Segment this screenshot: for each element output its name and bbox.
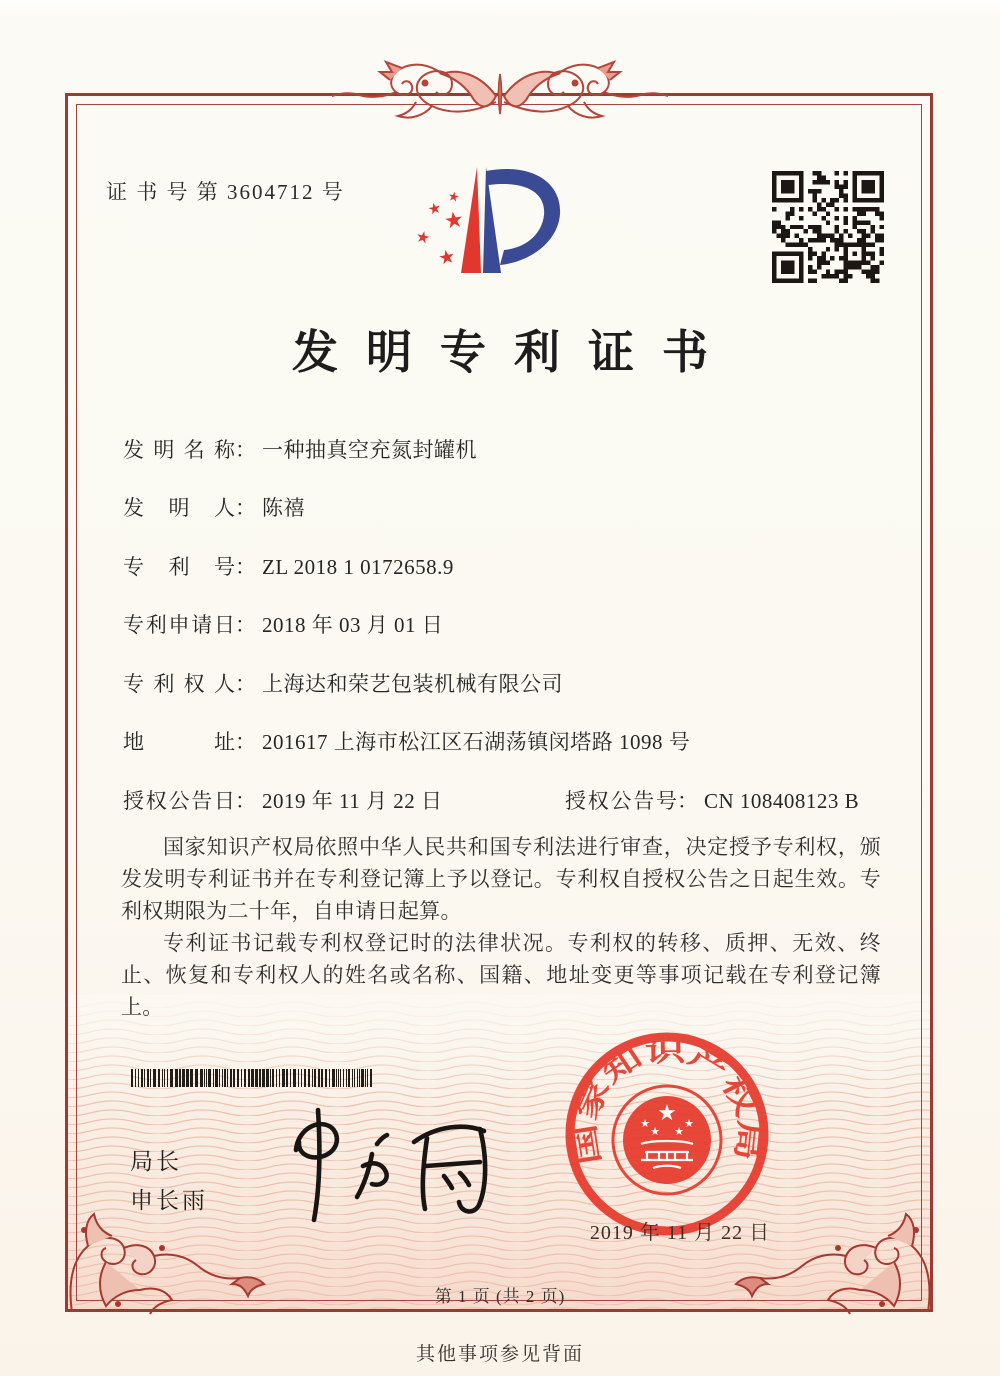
field-value: ZL 2018 1 0172658.9 xyxy=(262,555,454,579)
field-value: 陈禧 xyxy=(262,496,305,520)
field-label: 发明人 xyxy=(123,496,235,520)
svg-text:★: ★ xyxy=(442,206,466,234)
legal-paragraph: 专利证书记载专利权登记时的法律状况。专利权的转移、质押、无效、终止、恢复和专利权人的姓名或名称、国籍、地址变更等事项记载在专利登记簿上。 xyxy=(121,931,881,1019)
colon: ： xyxy=(235,730,256,754)
back-note: 其他事项参见背面 xyxy=(415,1344,584,1365)
colon: ： xyxy=(235,789,256,813)
field-value: CN 108408123 B xyxy=(704,789,860,813)
colon: ： xyxy=(235,496,256,520)
barcode xyxy=(131,1069,375,1087)
svg-text:★: ★ xyxy=(426,200,444,219)
field-value: 2019 年 11 月 22 日 xyxy=(262,789,443,813)
field-label: 专利权人 xyxy=(123,672,235,696)
field-label: 授权公告日 xyxy=(123,789,235,813)
svg-text:★: ★ xyxy=(650,1126,660,1138)
colon: ： xyxy=(235,555,256,579)
logo-red-wedge xyxy=(461,167,481,273)
field-label: 地址 xyxy=(123,730,235,754)
director-title: 局长 xyxy=(130,1148,182,1174)
field-value: 一种抽真空充氮封罐机 xyxy=(262,438,477,462)
certificate-number: 证 书 号 第 3604712 号 xyxy=(106,180,345,204)
colon: ： xyxy=(235,438,256,462)
svg-text:★: ★ xyxy=(657,1100,677,1125)
dragon-flourish-ornament-icon xyxy=(330,56,670,136)
svg-text:★: ★ xyxy=(684,1118,694,1130)
page-number: 第 1 页 (共 2 页) xyxy=(434,1287,566,1306)
svg-text:★: ★ xyxy=(436,246,458,270)
field-value: 2018 年 03 月 01 日 xyxy=(262,613,444,637)
official-seal xyxy=(561,1028,773,1240)
field-label: 专利号 xyxy=(123,555,235,579)
legal-text xyxy=(121,831,881,1023)
field-label: 授权公告号 xyxy=(565,789,677,813)
field-value: 201617 上海市松江区石湖荡镇闵塔路 1098 号 xyxy=(262,730,691,754)
qr-code xyxy=(772,171,884,283)
director-name: 申长雨 xyxy=(130,1187,208,1213)
field-value: 上海达和荣艺包装机械有限公司 xyxy=(262,672,563,696)
field-label: 发明名称 xyxy=(123,438,235,462)
svg-text:★: ★ xyxy=(446,188,461,205)
colon: ： xyxy=(235,672,256,696)
field-label: 专利申请日 xyxy=(123,613,235,637)
certificate-title: 发明专利证书 xyxy=(292,327,736,378)
svg-text:★: ★ xyxy=(414,228,432,248)
svg-text:★: ★ xyxy=(640,1118,650,1130)
seal-date: 2019 年 11 月 22 日 xyxy=(589,1222,771,1244)
colon: ： xyxy=(235,613,256,637)
cnipa-patent-logo-icon xyxy=(404,140,599,300)
director-signature xyxy=(268,1096,508,1228)
legal-paragraph: 国家知识产权局依照中华人民共和国专利法进行审查，决定授予专利权，颁发发明专利证书并在专利登记簿上予以登记。专利权自授权公告之日起生效。专利权期限为二十年，自申请日起算。 xyxy=(121,835,881,923)
seal-text: 国家知识产权局 xyxy=(571,1036,764,1167)
national-emblem-icon xyxy=(613,1086,721,1194)
svg-text:★: ★ xyxy=(674,1126,684,1138)
colon: ： xyxy=(677,789,698,813)
logo-stars xyxy=(414,188,465,270)
